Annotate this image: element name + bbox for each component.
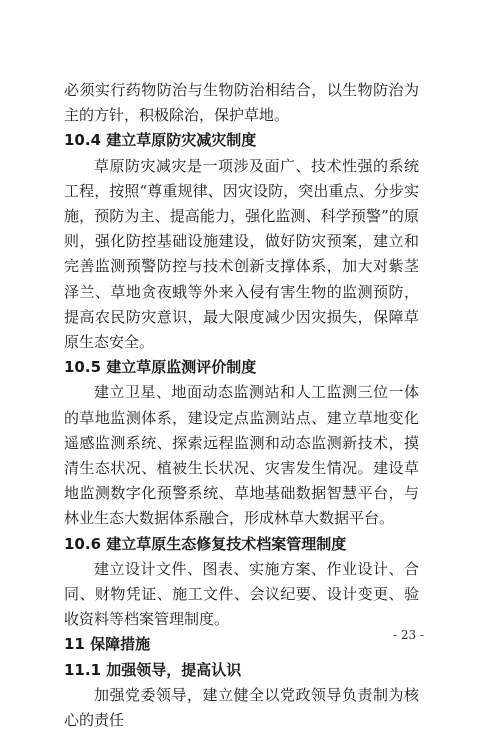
section-body-10-6: 建立设计文件、图表、实施方案、作业设计、合同、财物凭证、施工文件、会议纪要、设计变更、验收资料等档案管理制度。 <box>64 559 419 629</box>
section-heading-10-5: 10.5 建立草原监测评价制度 <box>64 358 257 377</box>
section-heading-10-4: 10.4 建立草原防灾减灾制度 <box>64 131 257 150</box>
paragraph-continuation: 必须实行药物防治与生物防治相结合，以生物防治为主的方针，积极除治，保护草地。 <box>64 81 419 125</box>
section-body-11-1: 加强党委领导，建立健全以党政领导负责制为核心的责任 <box>64 685 419 730</box>
section-heading-11-1: 11.1 加强领导，提高认识 <box>64 660 242 679</box>
chapter-heading-11: 11 保障措施 <box>64 635 151 654</box>
section-body-10-5: 建立卫星、地面动态监测站和人工监测三位一体的草地监测体系，建设定点监测站点、建立草地变化遥感监测系统、探索远程监测和动态监测新技术，摸清生态状况、植被生长状况、灾害发生情况。建设草地监测数字化预警系统、草地基础数据智慧平台，与林业生态大数据体系融合，形成林草大数据平台。 <box>64 383 419 528</box>
document-page <box>64 78 419 733</box>
page-number: - 23 - <box>392 628 424 642</box>
section-heading-10-6: 10.6 建立草原生态修复技术档案管理制度 <box>64 534 347 553</box>
section-body-10-4: 草原防灾减灾是一项涉及面广、技术性强的系统工程，按照“尊重规律、因灾设防，突出重点、分步实施，预防为主、提高能力，强化监测、科学预警”的原则，强化防控基础设施建设，做好防灾预案，建立和完善监测预警防控与技术创新支撑体系，加大对紫茎泽兰、草地贪夜蛾等外来入侵有害生物的监测预防，提高农民防灾意识，最大限度减少因灾损失，保障草原生态安全。 <box>64 156 419 352</box>
